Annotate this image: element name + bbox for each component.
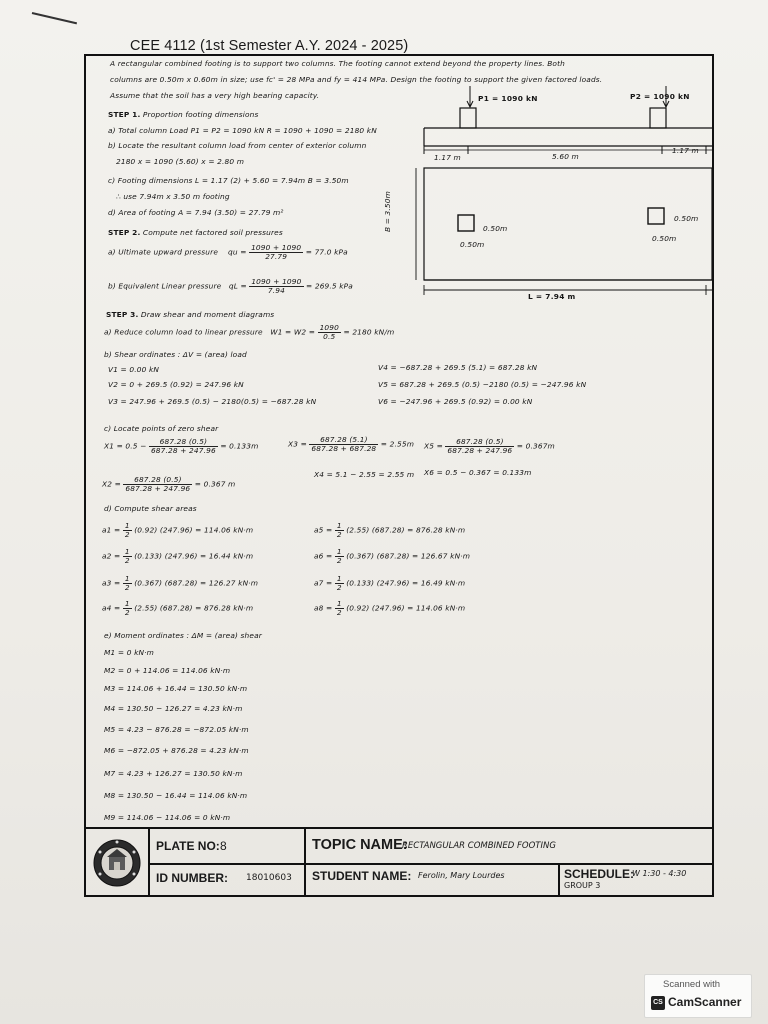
moment-m7: M7 = 4.23 + 126.27 = 130.50 kN·m <box>104 769 243 778</box>
step2-b-label: b) Equivalent Linear pressure <box>108 281 222 291</box>
step3-a <box>104 324 394 341</box>
a7-half-den: 2 <box>336 582 342 592</box>
schedule-label: SCHEDULE: <box>564 867 635 881</box>
a8-half-den: 2 <box>336 607 342 617</box>
x5-fraction <box>445 438 514 455</box>
a7-half <box>335 575 344 592</box>
step1-c2: ∴ use 7.94m x 3.50 m footing <box>116 192 230 201</box>
a3-half <box>123 575 132 592</box>
step1-a: a) Total column Load P1 = P2 = 1090 kN R = 1090 + 1090 = 2180 kN <box>108 126 377 135</box>
a2-lhs: a2 = <box>102 551 121 561</box>
a6-half-num: 1 <box>336 547 342 556</box>
load-p2: P2 = 1090 kN <box>630 92 690 101</box>
step3-heading <box>106 310 274 319</box>
step3-a-denominator: 0.5 <box>323 331 336 341</box>
step3-a-lhs: W1 = W2 = <box>270 327 316 337</box>
a3-half-num: 1 <box>124 574 130 583</box>
step3-b-title: b) Shear ordinates : ΔV = (area) load <box>104 350 247 359</box>
a3-rest: (0.367) (687.28) = 126.27 kN·m <box>134 578 259 588</box>
shear-v5: V5 = 687.28 + 269.5 (0.5) −2180 (0.5) = −247.96 kN <box>378 380 587 389</box>
problem-line-1: A rectangular combined footing is to support two columns. The footing cannot extend beyond the property lines. Both <box>110 59 565 68</box>
step2-a-lhs: qu = <box>228 247 247 257</box>
x3-fraction <box>309 436 378 453</box>
step2-a-label: a) Ultimate upward pressure <box>108 247 219 257</box>
footing-diagram <box>394 84 712 304</box>
zero-shear-x2 <box>102 476 235 493</box>
topic-name-value: RECTANGULAR COMBINED FOOTING <box>402 841 556 851</box>
zero-shear-x3 <box>288 436 414 453</box>
a4-lhs: a4 = <box>102 603 121 613</box>
step3-a-numerator: 1090 <box>319 323 339 332</box>
step1-title: STEP 1. <box>108 110 141 119</box>
a1-rest: (0.92) (247.96) = 114.06 kN·m <box>134 525 254 535</box>
course-title: CEE 4112 (1st Semester A.Y. 2024 - 2025) <box>130 38 409 54</box>
shear-v3: V3 = 247.96 + 269.5 (0.5) − 2180(0.5) = −687.28 kN <box>108 397 317 406</box>
a2-half-num: 1 <box>124 547 130 556</box>
x2-numerator: 687.28 (0.5) <box>123 476 192 485</box>
x1-fraction <box>149 438 218 455</box>
plate-no-label: PLATE NO: <box>156 839 220 853</box>
a6-rest: (0.367) (687.28) = 126.67 kN·m <box>346 551 471 561</box>
a5-half-num: 1 <box>336 521 342 530</box>
title-block-midline <box>148 863 714 865</box>
student-name-label: STUDENT NAME: <box>312 869 412 883</box>
step1-b-eq: 2180 x = 1090 (5.60) x = 2.80 m <box>116 157 245 166</box>
student-name-value: Ferolin, Mary Lourdes <box>418 871 505 880</box>
shear-v1: V1 = 0.00 kN <box>108 365 160 374</box>
a5-rest: (2.55) (687.28) = 876.28 kN·m <box>346 525 466 535</box>
col1-height: 0.50m <box>460 240 485 249</box>
a7-rest: (0.133) (247.96) = 16.49 kN·m <box>346 578 466 588</box>
title-block-divider-3 <box>558 865 560 897</box>
a7-lhs: a7 = <box>314 578 333 588</box>
col1-width: 0.50m <box>483 224 508 233</box>
step3-title: STEP 3. <box>106 310 139 319</box>
camscanner-name: CamScanner <box>668 995 742 1009</box>
step3-a-fraction <box>318 324 341 341</box>
camscanner-watermark <box>644 974 752 1018</box>
zero-shear-x4: X4 = 5.1 − 2.55 = 2.55 m <box>314 470 415 479</box>
step2-title-rest: Compute net factored soil pressures <box>142 228 283 237</box>
topic-name-label: TOPIC NAME: <box>312 837 408 853</box>
a8-rest: (0.92) (247.96) = 114.06 kN·m <box>346 603 466 613</box>
step1-b: b) Locate the resultant column load from center of exterior column <box>108 141 367 150</box>
a7-half-num: 1 <box>336 574 342 583</box>
a2-half <box>123 548 132 565</box>
id-number-value: 18010603 <box>246 873 292 883</box>
step2-b-fraction <box>249 278 303 295</box>
area-a5 <box>314 522 465 539</box>
x1-numerator: 687.28 (0.5) <box>149 438 218 447</box>
col2-width: 0.50m <box>674 214 699 223</box>
problem-line-2: columns are 0.50m x 0.60m in size; use fc' = 28 MPa and fy = 414 MPa. Design the footing to support the given factored loads. <box>110 75 603 84</box>
moment-m8: M8 = 130.50 − 16.44 = 114.06 kN·m <box>104 791 248 800</box>
area-a8 <box>314 600 465 617</box>
step2-b-result: = 269.5 kPa <box>306 281 353 291</box>
area-a3 <box>102 575 258 592</box>
a3-lhs: a3 = <box>102 578 121 588</box>
a8-half <box>335 600 344 617</box>
x5-lhs: X5 = <box>424 441 443 451</box>
x3-denominator: 687.28 + 687.28 <box>311 443 377 453</box>
area-a2 <box>102 548 253 565</box>
x2-lhs: X2 = <box>102 479 121 489</box>
area-a6 <box>314 548 470 565</box>
moment-m1: M1 = 0 kN·m <box>104 648 155 657</box>
shear-v2: V2 = 0 + 269.5 (0.92) = 247.96 kN <box>108 380 244 389</box>
step3-e-title: e) Moment ordinates : ΔM = (area) shear <box>104 631 262 640</box>
area-a4 <box>102 600 253 617</box>
a1-half-den: 2 <box>124 529 130 539</box>
step2-title: STEP 2. <box>108 228 141 237</box>
moment-m2: M2 = 0 + 114.06 = 114.06 kN·m <box>104 666 231 675</box>
a1-lhs: a1 = <box>102 525 121 535</box>
area-a7 <box>314 575 465 592</box>
x5-result: = 0.367m <box>516 441 555 451</box>
plate-no-value: 8 <box>220 839 227 853</box>
step2-a-denominator: 27.79 <box>265 251 288 261</box>
area-a1 <box>102 522 253 539</box>
moment-m6: M6 = −872.05 + 876.28 = 4.23 kN·m <box>104 746 249 755</box>
group-value: GROUP 3 <box>564 881 601 890</box>
step2-heading <box>108 228 283 237</box>
step3-title-rest: Draw shear and moment diagrams <box>140 310 275 319</box>
shear-v6: V6 = −247.96 + 269.5 (0.92) = 0.00 kN <box>378 397 533 406</box>
zero-shear-x1 <box>104 438 258 455</box>
step2-b-lhs: qL = <box>228 281 247 291</box>
moment-m4: M4 = 130.50 − 126.27 = 4.23 kN·m <box>104 704 243 713</box>
a8-half-num: 1 <box>336 599 342 608</box>
x1-lhs: X1 = 0.5 − <box>104 441 147 451</box>
a2-half-den: 2 <box>124 555 130 565</box>
a1-half <box>123 522 132 539</box>
camscanner-logo-icon: CS <box>651 996 665 1010</box>
a5-half-den: 2 <box>336 529 342 539</box>
moment-m5: M5 = 4.23 − 876.28 = −872.05 kN·m <box>104 725 249 734</box>
a8-lhs: a8 = <box>314 603 333 613</box>
moment-m9: M9 = 114.06 − 114.06 = 0 kN·m <box>104 813 231 822</box>
step1-title-rest: Proportion footing dimensions <box>142 110 259 119</box>
shear-v4: V4 = −687.28 + 269.5 (5.1) = 687.28 kN <box>378 363 538 372</box>
x3-result: = 2.55m <box>380 439 415 449</box>
x5-denominator: 687.28 + 247.96 <box>447 445 513 455</box>
step2-a-fraction <box>249 244 303 261</box>
x2-result: = 0.367 m <box>194 479 236 489</box>
step3-a-result: = 2180 kN/m <box>343 327 395 337</box>
camscanner-caption: Scanned with <box>663 979 721 990</box>
a5-half <box>335 522 344 539</box>
dim-left: 1.17 m <box>434 153 461 162</box>
a6-half-den: 2 <box>336 555 342 565</box>
x3-numerator: 687.28 (5.1) <box>309 436 378 445</box>
x1-result: = 0.133m <box>220 441 259 451</box>
dim-middle: 5.60 m <box>552 152 579 161</box>
a6-half <box>335 548 344 565</box>
moment-m3: M3 = 114.06 + 16.44 = 130.50 kN·m <box>104 684 248 693</box>
step2-b-denominator: 7.94 <box>267 285 285 295</box>
a4-rest: (2.55) (687.28) = 876.28 kN·m <box>134 603 254 613</box>
step2-a-result: = 77.0 kPa <box>305 247 348 257</box>
step3-a-label: a) Reduce column load to linear pressure <box>104 327 263 337</box>
dim-width: B = 3.50m <box>383 191 392 232</box>
id-number-label: ID NUMBER: <box>156 871 228 885</box>
zero-shear-x5 <box>424 438 555 455</box>
university-seal-icon <box>92 838 142 888</box>
step1-c: c) Footing dimensions L = 1.17 (2) + 5.60 = 7.94m B = 3.50m <box>108 176 349 185</box>
a6-lhs: a6 = <box>314 551 333 561</box>
step2-a-numerator: 1090 + 1090 <box>251 243 302 252</box>
a4-half-num: 1 <box>124 599 130 608</box>
x2-fraction <box>123 476 192 493</box>
x3-lhs: X3 = <box>288 439 307 449</box>
step3-d-title: d) Compute shear areas <box>104 504 197 513</box>
step3-c-title: c) Locate points of zero shear <box>104 424 219 433</box>
problem-line-3: Assume that the soil has a very high bearing capacity. <box>110 91 320 100</box>
a2-rest: (0.133) (247.96) = 16.44 kN·m <box>134 551 254 561</box>
load-p1: P1 = 1090 kN <box>478 94 538 103</box>
step2-a <box>108 244 348 261</box>
x2-denominator: 687.28 + 247.96 <box>125 483 191 493</box>
step1-heading <box>108 110 259 119</box>
a1-half-num: 1 <box>124 521 130 530</box>
a3-half-den: 2 <box>124 582 130 592</box>
x5-numerator: 687.28 (0.5) <box>445 438 514 447</box>
a4-half <box>123 600 132 617</box>
step2-b <box>108 278 353 295</box>
a4-half-den: 2 <box>124 607 130 617</box>
a5-lhs: a5 = <box>314 525 333 535</box>
step1-d: d) Area of footing A = 7.94 (3.50) = 27.79 m² <box>108 208 284 217</box>
step2-b-numerator: 1090 + 1090 <box>251 277 302 286</box>
dim-right: 1.17 m <box>672 146 699 155</box>
dim-length: L = 7.94 m <box>528 292 576 301</box>
x1-denominator: 687.28 + 247.96 <box>150 445 216 455</box>
col2-height: 0.50m <box>652 234 677 243</box>
zero-shear-x6: X6 = 0.5 − 0.367 = 0.133m <box>424 468 532 477</box>
schedule-value: W 1:30 - 4:30 <box>632 869 687 878</box>
